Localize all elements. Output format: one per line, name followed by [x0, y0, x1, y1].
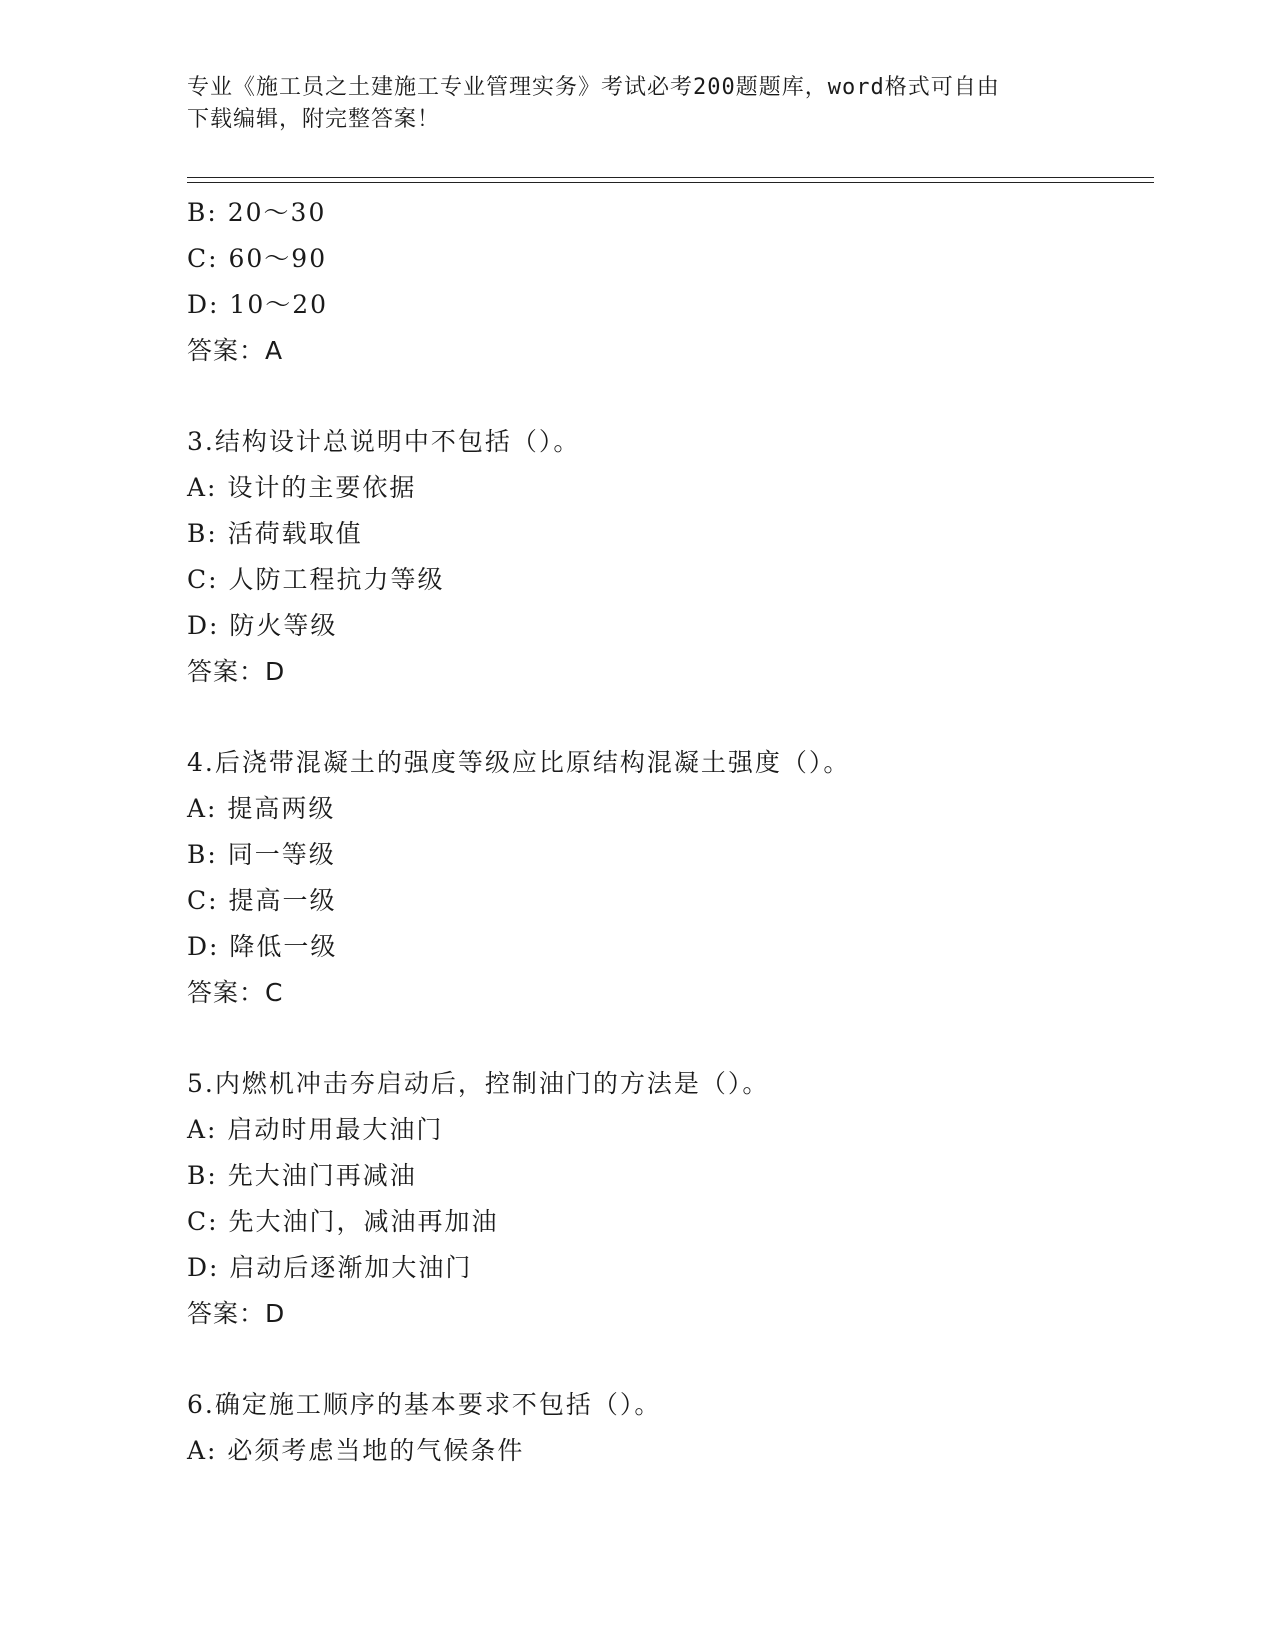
q3-option-a: A: 设计的主要依据	[187, 473, 417, 502]
q4-answer: 答案：C	[187, 978, 284, 1007]
header-divider	[187, 177, 1154, 183]
question-2-block	[187, 190, 1147, 374]
document-header	[187, 72, 1087, 136]
question-6-block	[187, 1382, 1147, 1474]
q5-answer: 答案：D	[187, 1299, 286, 1328]
q3-question: 3.结构设计总说明中不包括（）。	[187, 427, 581, 456]
question-3-block	[187, 419, 1147, 695]
q5-option-a: A: 启动时用最大油门	[187, 1115, 444, 1144]
q2-option-c: C: 60～90	[187, 244, 328, 273]
q2-answer: 答案：A	[187, 336, 284, 365]
spacer	[187, 1016, 1147, 1061]
spacer	[187, 1337, 1147, 1382]
header-title-line1: 专业《施工员之土建施工专业管理实务》考试必考200题题库，word格式可自由	[187, 75, 1000, 100]
question-list	[187, 190, 1147, 1474]
q5-option-c: C: 先大油门，减油再加油	[187, 1207, 499, 1236]
question-4-block	[187, 740, 1147, 1016]
q2-option-d: D: 10～20	[187, 290, 329, 319]
q5-question: 5.内燃机冲击夯启动后，控制油门的方法是（）。	[187, 1069, 770, 1098]
q4-option-a: A: 提高两级	[187, 794, 336, 823]
q3-option-d: D: 防火等级	[187, 611, 338, 640]
spacer	[187, 695, 1147, 740]
q6-option-a: A: 必须考虑当地的气候条件	[187, 1436, 525, 1465]
header-title-line2: 下载编辑，附完整答案！	[187, 107, 441, 132]
q4-option-c: C: 提高一级	[187, 886, 337, 915]
q4-question: 4.后浇带混凝土的强度等级应比原结构混凝土强度（）。	[187, 748, 851, 777]
q2-option-b: B: 20～30	[187, 198, 327, 227]
q3-option-b: B: 活荷载取值	[187, 519, 363, 548]
q3-option-c: C: 人防工程抗力等级	[187, 565, 445, 594]
question-5-block	[187, 1061, 1147, 1337]
q5-option-d: D: 启动后逐渐加大油门	[187, 1253, 473, 1282]
q5-option-b: B: 先大油门再减油	[187, 1161, 417, 1190]
q3-answer: 答案：D	[187, 657, 286, 686]
q4-option-b: B: 同一等级	[187, 840, 336, 869]
q6-question: 6.确定施工顺序的基本要求不包括（）。	[187, 1390, 662, 1419]
q4-option-d: D: 降低一级	[187, 932, 338, 961]
spacer	[187, 374, 1147, 419]
